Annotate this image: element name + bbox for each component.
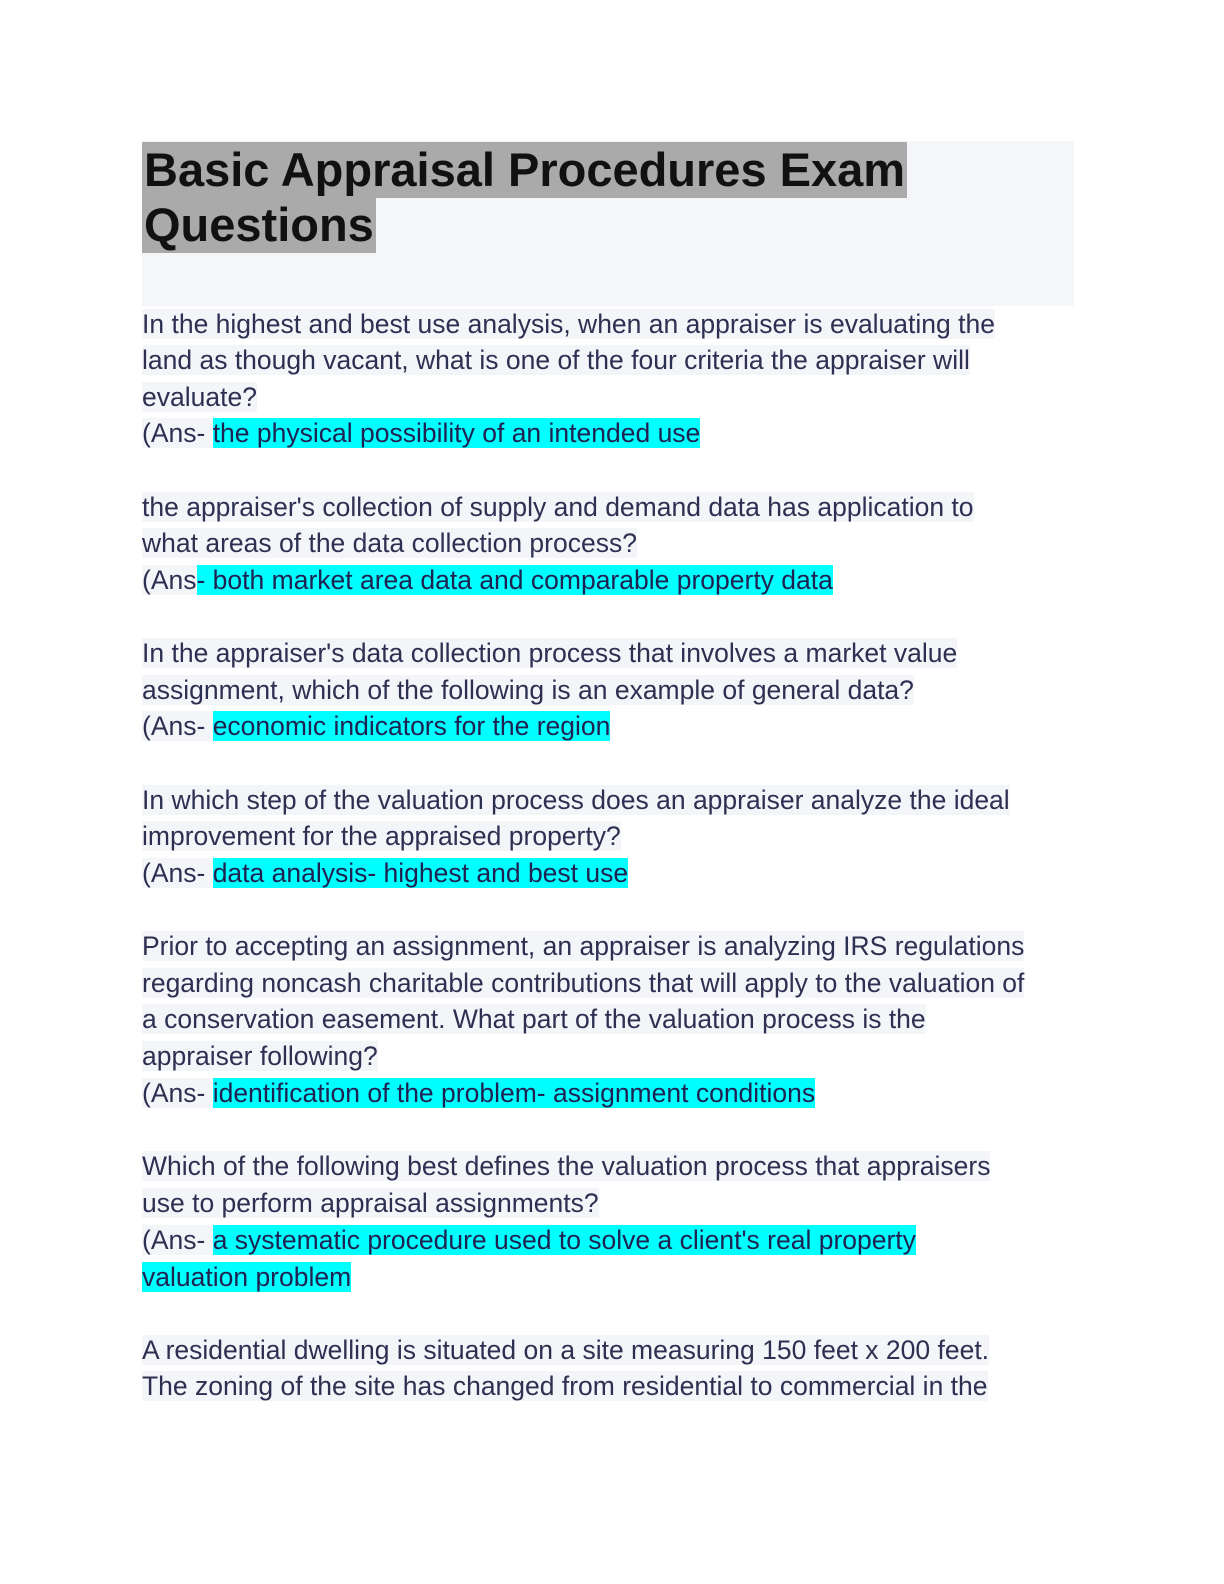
text-line <box>142 635 957 671</box>
answer-line <box>142 855 628 891</box>
answer-highlight: a systematic procedure used to solve a client's real property <box>212 1225 916 1255</box>
text-line <box>142 525 637 561</box>
answer-line <box>142 562 833 598</box>
text-line <box>142 1185 599 1221</box>
line-text: a conservation easement. What part of the valuation process is the <box>142 1004 926 1034</box>
answer-highlight: valuation problem <box>142 1262 352 1292</box>
answer-prefix: (Ans <box>142 565 197 595</box>
answer-line <box>142 415 700 451</box>
line-text: the appraiser's collection of supply and demand data has application to <box>142 492 974 522</box>
line-text: improvement for the appraised property? <box>142 821 621 851</box>
line-text: what areas of the data collection process? <box>142 528 637 558</box>
answer-line <box>142 1259 351 1295</box>
text-line <box>142 1368 988 1404</box>
answer-prefix: (Ans- <box>142 1078 213 1108</box>
line-text: Prior to accepting an assignment, an appraiser is analyzing IRS regulations <box>142 931 1025 961</box>
answer-prefix: (Ans- <box>142 1225 213 1255</box>
line-text: land as though vacant, what is one of the four criteria the appraiser will <box>142 345 970 375</box>
line-text: Which of the following best defines the valuation process that appraisers <box>142 1151 991 1181</box>
line-text: The zoning of the site has changed from residential to commercial in the <box>142 1371 988 1401</box>
answer-highlight: economic indicators for the region <box>212 711 611 741</box>
text-line <box>142 1038 378 1074</box>
text-line <box>142 1332 989 1368</box>
answer-prefix: (Ans- <box>142 858 213 888</box>
text-line <box>142 965 1024 1001</box>
document-title-line-1: Basic Appraisal Procedures Exam <box>144 143 906 196</box>
answer-line <box>142 708 610 744</box>
text-line <box>142 379 257 415</box>
line-text: In which step of the valuation process does an appraiser analyze the ideal <box>142 785 1010 815</box>
answer-highlight: - both market area data and comparable property data <box>196 565 833 595</box>
line-text: appraiser following? <box>142 1041 378 1071</box>
text-line <box>142 1001 926 1037</box>
answer-highlight: identification of the problem- assignment conditions <box>212 1078 816 1108</box>
line-text: regarding noncash charitable contributions that will apply to the valuation of <box>142 968 1025 998</box>
line-text: use to perform appraisal assignments? <box>142 1188 599 1218</box>
answer-prefix: (Ans- <box>142 418 213 448</box>
line-text: assignment, which of the following is an example of general data? <box>142 675 914 705</box>
text-line <box>142 928 1024 964</box>
answer-highlight: the physical possibility of an intended use <box>212 418 701 448</box>
answer-prefix: (Ans- <box>142 711 213 741</box>
text-line <box>142 818 621 854</box>
text-line <box>142 1148 990 1184</box>
line-text: A residential dwelling is situated on a site measuring 150 feet x 200 feet. <box>142 1335 990 1365</box>
document-title-line-2: Questions <box>144 198 374 251</box>
answer-line <box>142 1075 815 1111</box>
answer-highlight: data analysis- highest and best use <box>212 858 629 888</box>
text-line <box>142 489 974 525</box>
text-line <box>142 342 970 378</box>
line-text: In the highest and best use analysis, when an appraiser is evaluating the <box>142 309 995 339</box>
line-text: In the appraiser's data collection process that involves a market value <box>142 638 958 668</box>
text-line <box>142 672 914 708</box>
text-line <box>142 782 1010 818</box>
answer-line <box>142 1222 916 1258</box>
text-line <box>142 306 995 342</box>
line-text: evaluate? <box>142 382 257 412</box>
